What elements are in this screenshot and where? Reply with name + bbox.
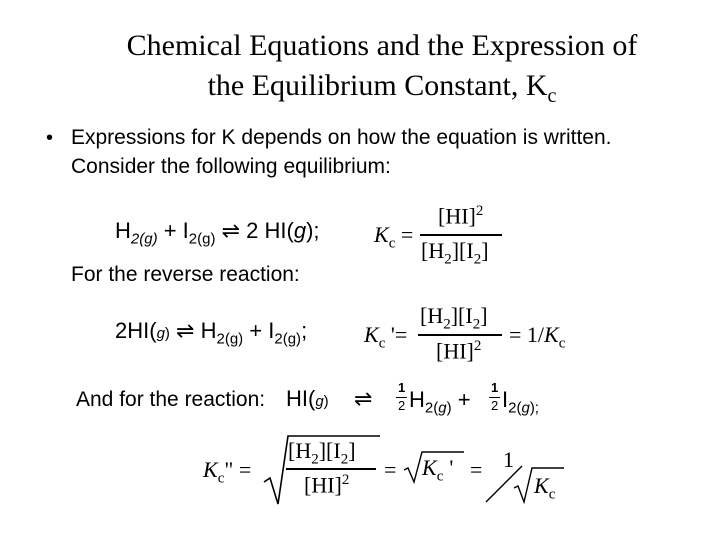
equation-2-k-label: $K_c$ '= (364, 322, 408, 352)
equation-1-fraction-bar (420, 234, 502, 236)
intro-line2: Consider the following equilibrium: (71, 155, 391, 178)
slide-title-line1: Chemical Equations and the Expression of (126, 29, 638, 62)
equation-1-reaction: $H_{2(g)} + I_{2(g)}$ ⇌ 2 HI(g); (115, 218, 320, 248)
bullet-marker: • (46, 127, 54, 149)
equation-2-reaction: 2HI(g) ⇌ $H_{2(g)} + I_{2(g)}$; (115, 318, 308, 348)
equation-2-denominator: [HI]$^2$ (436, 338, 482, 364)
intro-line1: Expressions for K depends on how the equation is written. (71, 126, 612, 149)
equation-3-h2: $H_{2(g)}$ + (409, 387, 471, 417)
equation-3-lhs: HI(g) (286, 386, 329, 411)
equation-4-one: 1 (503, 447, 514, 472)
equation-4-fraction-bar (286, 468, 376, 470)
equation-4-bottom-k: $K_c$ (534, 473, 556, 503)
equation-4-numerator: $[H_2][I_2]$ (288, 438, 356, 468)
equation-3-arrow: ⇌ (354, 387, 373, 412)
equation-3-half1-den: 2 (398, 398, 406, 413)
slide-title-line2 (22, 70, 720, 112)
equation-1-numerator: [HI]$^2$ (438, 203, 484, 229)
equation-3-half2-den: 2 (491, 398, 499, 413)
equation-3-half1-num: 1 (398, 380, 406, 395)
equation-2-result: = $1/K_c$ (509, 322, 566, 352)
and-reaction-label: And for the reaction: (76, 388, 266, 411)
equation-4-k-label: $K_c$" = (203, 457, 252, 487)
equation-4-equals-2: = (384, 457, 397, 482)
equation-1-k-label: $K_c$ = (374, 222, 414, 252)
equation-4-sqrt-k: $K_c$ ' (422, 455, 454, 485)
reverse-reaction-label: For the reverse reaction: (71, 263, 300, 286)
equation-4-denominator: [HI]$^2$ (304, 472, 350, 498)
title-subscript: c (547, 85, 557, 107)
equation-4-equals-3: = (470, 457, 483, 482)
equation-3-half2-num: 1 (491, 380, 499, 395)
title-line2-text: the Equilibrium Constant, K (207, 69, 548, 102)
equation-2-fraction-bar (418, 334, 502, 336)
equation-1-denominator: $[H_2][I_2]$ (421, 238, 489, 268)
equation-4-slash-sqrt (484, 448, 568, 504)
equation-3-i2: $I_{2(g);}$ (502, 387, 539, 417)
equation-2-numerator: $[H_2][I_2]$ (420, 303, 488, 333)
